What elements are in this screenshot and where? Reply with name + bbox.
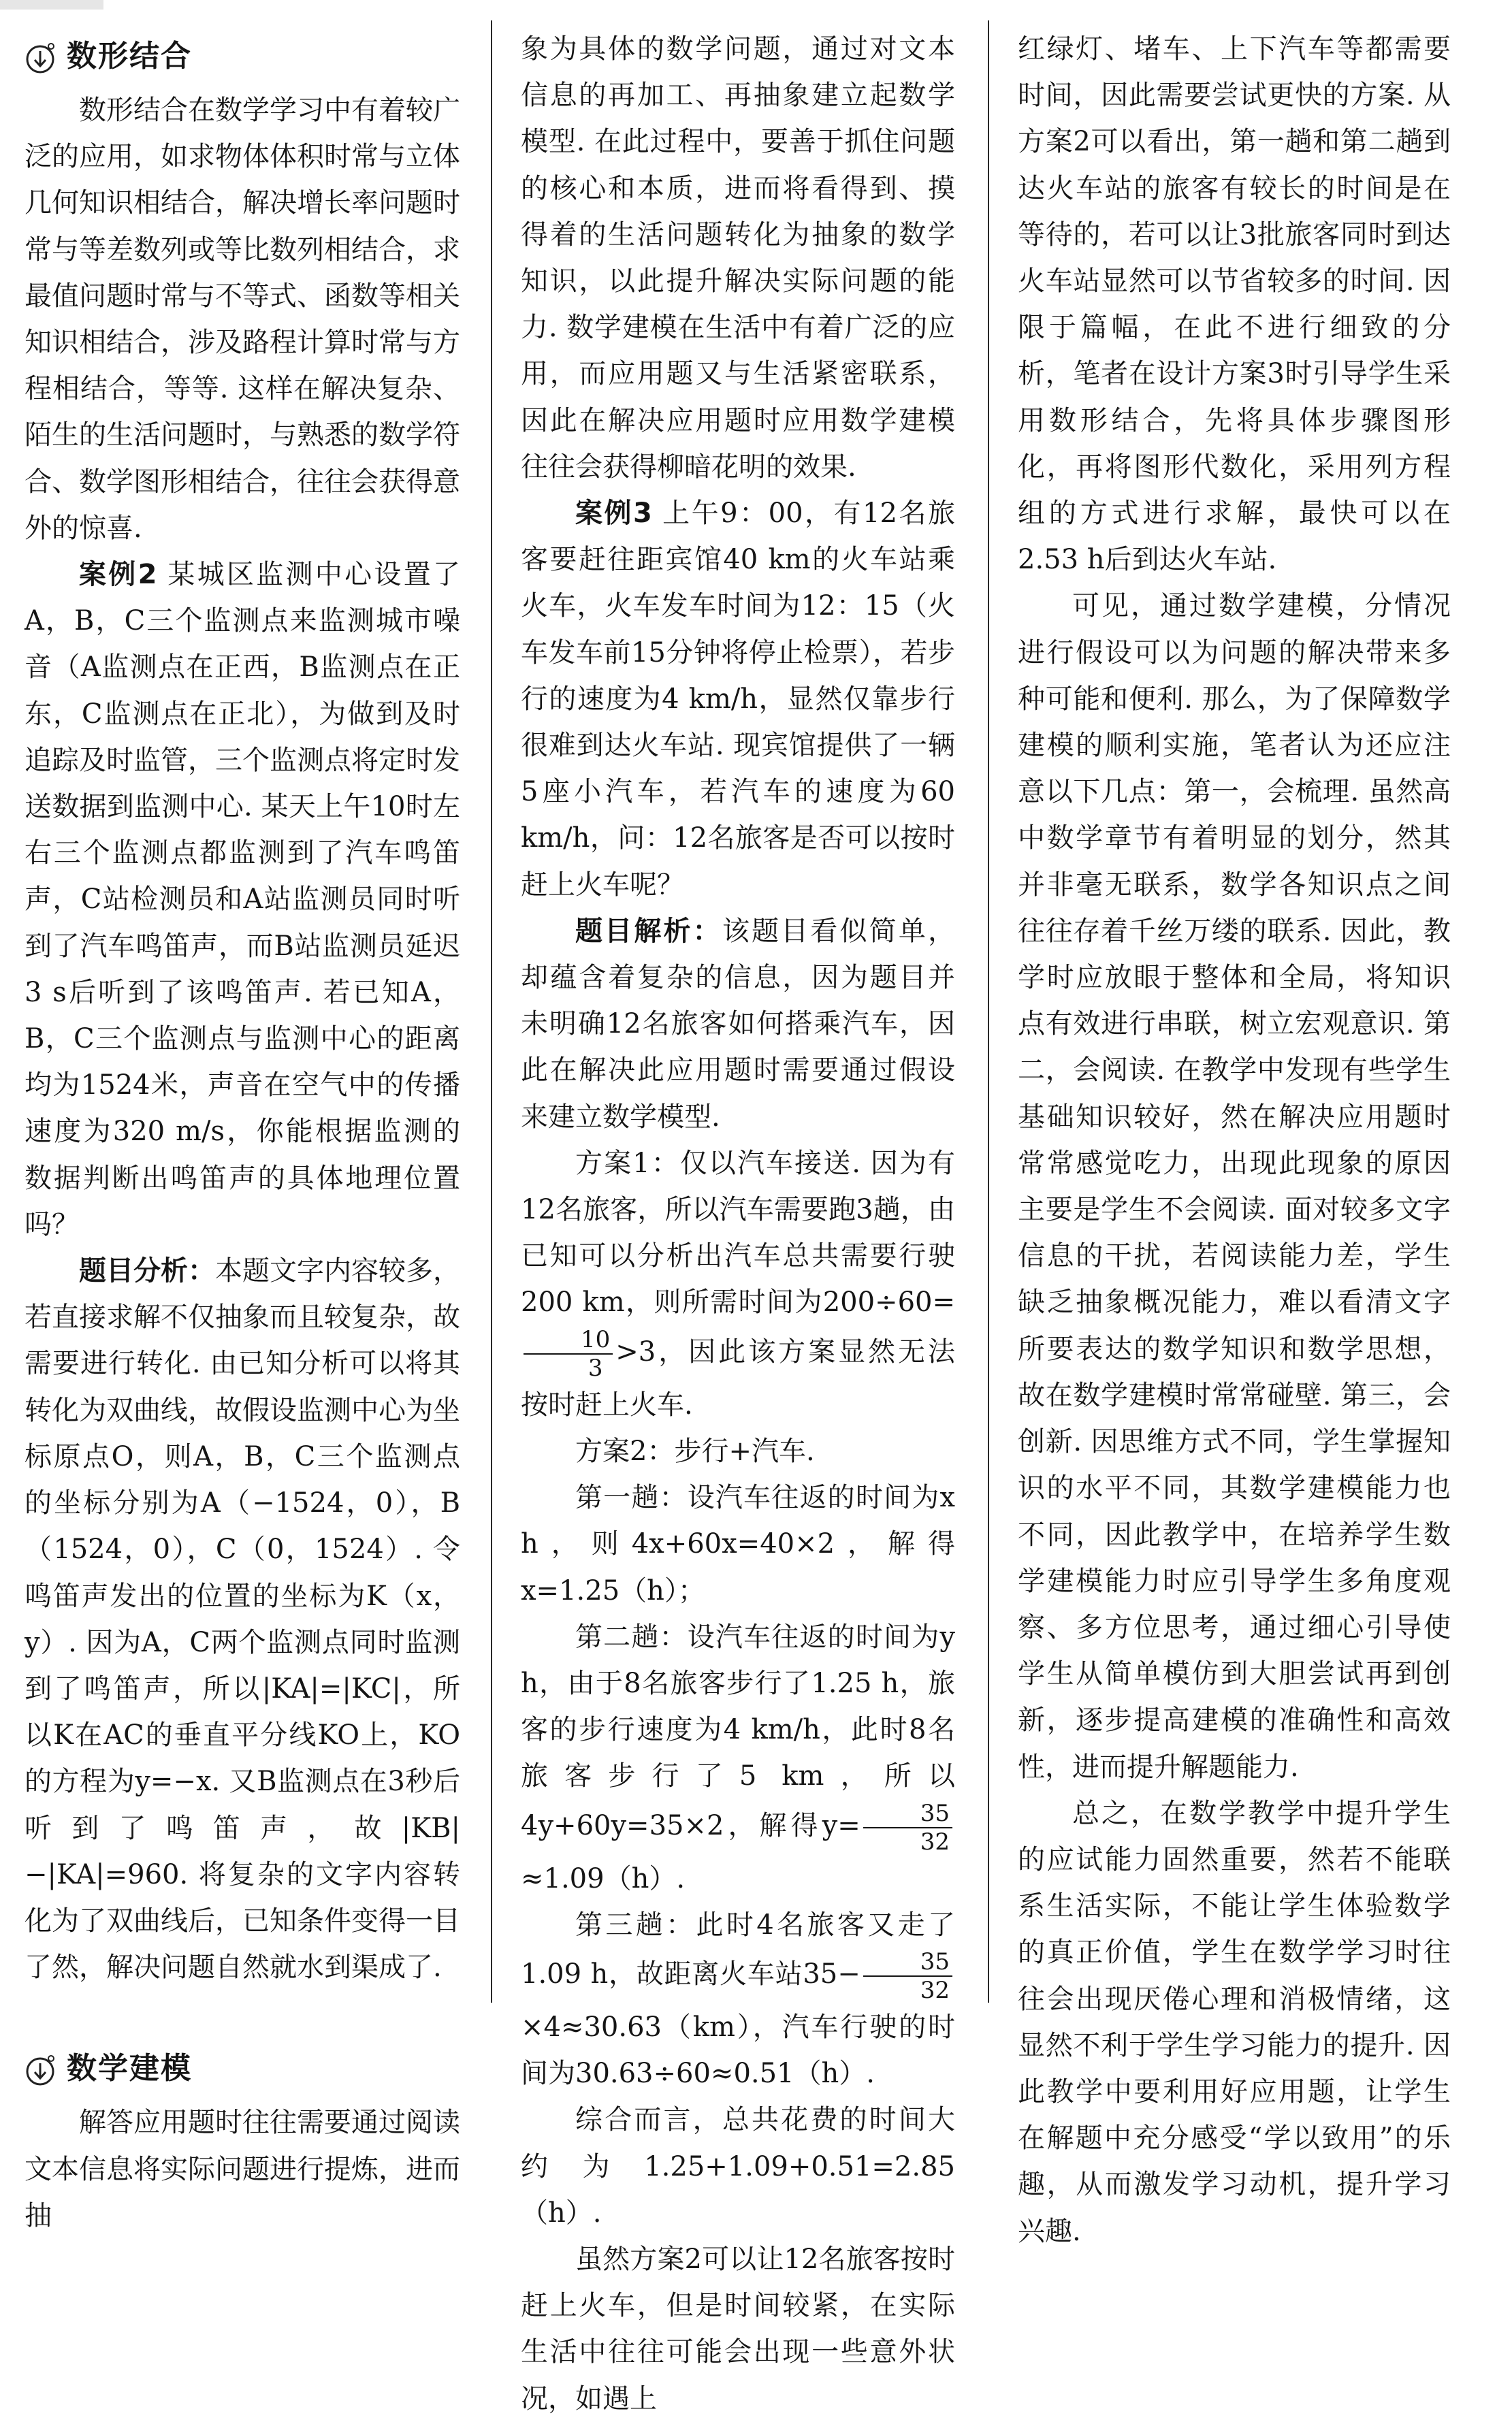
summary-paragraph: 综合而言，总共花费的时间大约为1.25+1.09+0.51=2.85（h）. — [521, 2104, 955, 2229]
case-label: 案例2 — [79, 559, 157, 591]
fraction-denominator: 3 — [588, 1354, 603, 1382]
section-title: 数学建模 — [67, 2051, 192, 2086]
trip-paragraph — [521, 1614, 955, 1902]
analysis-text: 本题文字内容较多，若直接求解不仅抽象而且较复杂，故需要进行转化. 由已知分析可以将其转化为双曲线，故假设监测中心为坐标原点O，则A，B，C三个监测点的坐标分别为A（−1524，0），B（1524，0），C（0，1524）. 令鸣笛声发出的位置的坐标为K（x，y）. 因为A，C两个监测点同时监测到了鸣笛声，所以|KA|=|KC|，所以K在AC的垂直平分线KO上，KO的方程为y=−x. 又B监测点在3秒后听到了鸣笛声，故|KB|−|KA|=960. 将复杂的文字内容转化为了双曲线后，已知条件变得一目了然，解决问题自然就水到渠成了. — [25, 1255, 460, 1984]
plan-paragraph — [521, 1140, 955, 1428]
case-label: 案例3 — [575, 498, 652, 530]
paragraph: 虽然方案2可以让12名旅客按时赶上火车，但是时间较紧，在实际生活中往往可能会出现一些意外状况，如遇上 — [521, 2243, 955, 2415]
fraction — [863, 1800, 952, 1856]
fraction — [863, 1948, 952, 2004]
section-heading — [25, 26, 460, 87]
section-title: 数形结合 — [67, 38, 192, 74]
down-arrow-circle-icon — [25, 41, 56, 72]
trip-paragraph — [521, 1902, 955, 2097]
plan-text: 方案1：仅以汽车接送. 因为有12名旅客，所以汽车需要跑3趟，由已知可以分析出汽车总共需要行驶200 km，则所需时间为200÷60= — [521, 1147, 955, 1319]
trip-text: ×4≈30.63（km），汽车行驶的时间为30.63÷60≈0.51（h）. — [521, 2011, 955, 2090]
fraction — [524, 1326, 613, 1382]
trip-text: 第三趟：此时4名旅客又走了1.09 h，故距离火车站35− — [521, 1909, 955, 1990]
fraction-numerator: 35 — [863, 1948, 952, 1977]
case-paragraph — [25, 551, 460, 1248]
analysis-label: 题目分析： — [79, 1255, 215, 1287]
paragraph: 象为具体的数学问题，通过对文本信息的再加工、再抽象建立起数学模型. 在此过程中，要善于抓住问题的核心和本质，进而将看得到、摸得着的生活问题转化为抽象的数学知识，以此提升解决实际问题的能力. 数学建模在生活中有着广泛的应用，而应用题又与生活紧密联系，因此在解决应用题时应用数学建模往往会获得柳暗花明的效果. — [521, 33, 955, 483]
paragraph: 数形结合在数学学习中有着较广泛的应用，如求物体体积时常与立体几何知识相结合，解决增长率问题时常与等差数列或等比数列相结合，求最值问题时常与不等式、函数等相关知识相结合，涉及路程计算时常与方程相结合，等等. 这样在解决复杂、陌生的生活问题时，与熟悉的数学符合、数学图形相结合，往往会获得意外的惊喜. — [25, 95, 460, 544]
column-2 — [521, 26, 956, 2415]
down-arrow-circle-icon — [25, 2053, 56, 2084]
column-3 — [1018, 26, 1451, 2247]
fraction-numerator: 10 — [524, 1326, 613, 1355]
case-paragraph — [521, 490, 955, 908]
trip-text: 第二趟：设汽车往返的时间为y h，由于8名旅客步行了1.25 h，旅客的步行速度为4 km/h，此时8名旅客步行了5 km，所以4y+60y=35×2，解得y= — [521, 1621, 955, 1841]
fraction-numerator: 35 — [863, 1800, 952, 1828]
analysis-text: 该题目看似简单，却蕴含着复杂的信息，因为题目并未明确12名旅客如何搭乘汽车，因此在解决此应用题时需要通过假设来建立数学模型. — [521, 915, 956, 1133]
paragraph: 总之，在数学教学中提升学生的应试能力固然重要，然若不能联系生活实际，不能让学生体验数学的真正价值，学生在数学学习时往往会出现厌倦心理和消极情绪，这显然不利于学生学习能力的提升. 因此教学中要利用好应用题，让学生在解题中充分感受“学以致用”的乐趣，从而激发学习动机，提升学习兴趣. — [1018, 1797, 1451, 2247]
paragraph: 解答应用题时往往需要通过阅读文本信息将实际问题进行提炼，进而抽 — [25, 2107, 460, 2231]
analysis-paragraph — [25, 1248, 460, 1990]
column-1 — [25, 26, 460, 2231]
trip-paragraph: 第一趟：设汽车往返的时间为x h，则4x+60x=40×2，解得x=1.25（h）； — [521, 1482, 955, 1606]
case-text: 上午9：00，有12名旅客要赶往距宾馆40 km的火车站乘火车，火车发车时间为12：15（火车发车前15分钟将停止检票），若步行的速度为4 km/h，显然仅靠步行很难到达火车站. 现宾馆提供了一辆5座小汽车，若汽车的速度为60 km/h，问：12名旅客是否可以按时赶上火车呢？ — [521, 498, 955, 901]
plan-text: >3，因此该方案显然无法按时赶上火车. — [521, 1336, 955, 1421]
case-text: 某城区监测中心设置了A，B，C三个监测点来监测城市噪音（A监测点在正西，B监测点在正东，C监测点在正北），为做到及时追踪及时监管，三个监测点将定时发送数据到监测中心. 某天上午10时左右三个监测点都监测到了汽车鸣笛声，C站检测员和A站监测员同时听到了汽车鸣笛声，而B站监测员延迟3 s后听到了该鸣笛声. 若已知A，B，C三个监测点与监测中心的距离均为1524米，声音在空气中的传播速度为320 m/s，你能根据监测的数据判断出鸣笛声的具体地理位置吗？ — [25, 559, 460, 1240]
section-heading — [25, 2038, 460, 2099]
page-corner-tab — [0, 0, 103, 10]
paragraph: 红绿灯、堵车、上下汽车等都需要时间，因此需要尝试更快的方案. 从方案2可以看出，第一趟和第二趟到达火车站的旅客有较长的时间是在等待的，若可以让3批旅客同时到达火车站显然可以节省较多的时间. 因限于篇幅，在此不进行细致的分析，笔者在设计方案3时引导学生采用数形结合，先将具体步骤图形化，再将图形代数化，采用列方程组的方式进行求解，最快可以在2.53 h后到达火车站. — [1018, 33, 1451, 576]
column-divider — [988, 20, 989, 2003]
paragraph: 可见，通过数学建模，分情况进行假设可以为问题的解决带来多种可能和便利. 那么，为了保障数学建模的顺利实施，笔者认为还应注意以下几点：第一，会梳理. 虽然高中数学章节有着明显的划分，然其并非毫无联系，数学各知识点之间往往存着千丝万缕的联系. 因此，教学时应放眼于整体和全局，将知识点有效进行串联，树立宏观意识. 第二，会阅读. 在教学中发现有些学生基础知识较好，然在解决应用题时常常感觉吃力，出现此现象的原因主要是学生不会阅读. 面对较多文字信息的干扰，若阅读能力差，学生缺乏抽象概况能力，难以看清文字所要表达的数学知识和数学思想，故在数学建模时常常碰壁. 第三，会创新. 因思维方式不同，学生掌握知识的水平不同，其数学建模能力也不同，因此教学中，在培养学生数学建模能力时应引导学生多角度观察、多方位思考，通过细心引导使学生从简单模仿到大胆尝试再到创新，逐步提高建模的准确性和高效性，进而提升解题能力. — [1018, 590, 1451, 1783]
plan-paragraph: 方案2：步行+汽车. — [575, 1435, 815, 1467]
fraction-denominator: 32 — [920, 1976, 950, 2004]
trip-text: ≈1.09（h）. — [521, 1862, 686, 1894]
column-divider — [491, 20, 492, 2003]
analysis-label: 题目解析： — [575, 915, 722, 947]
fraction-denominator: 32 — [920, 1828, 950, 1856]
analysis-paragraph — [521, 908, 955, 1140]
